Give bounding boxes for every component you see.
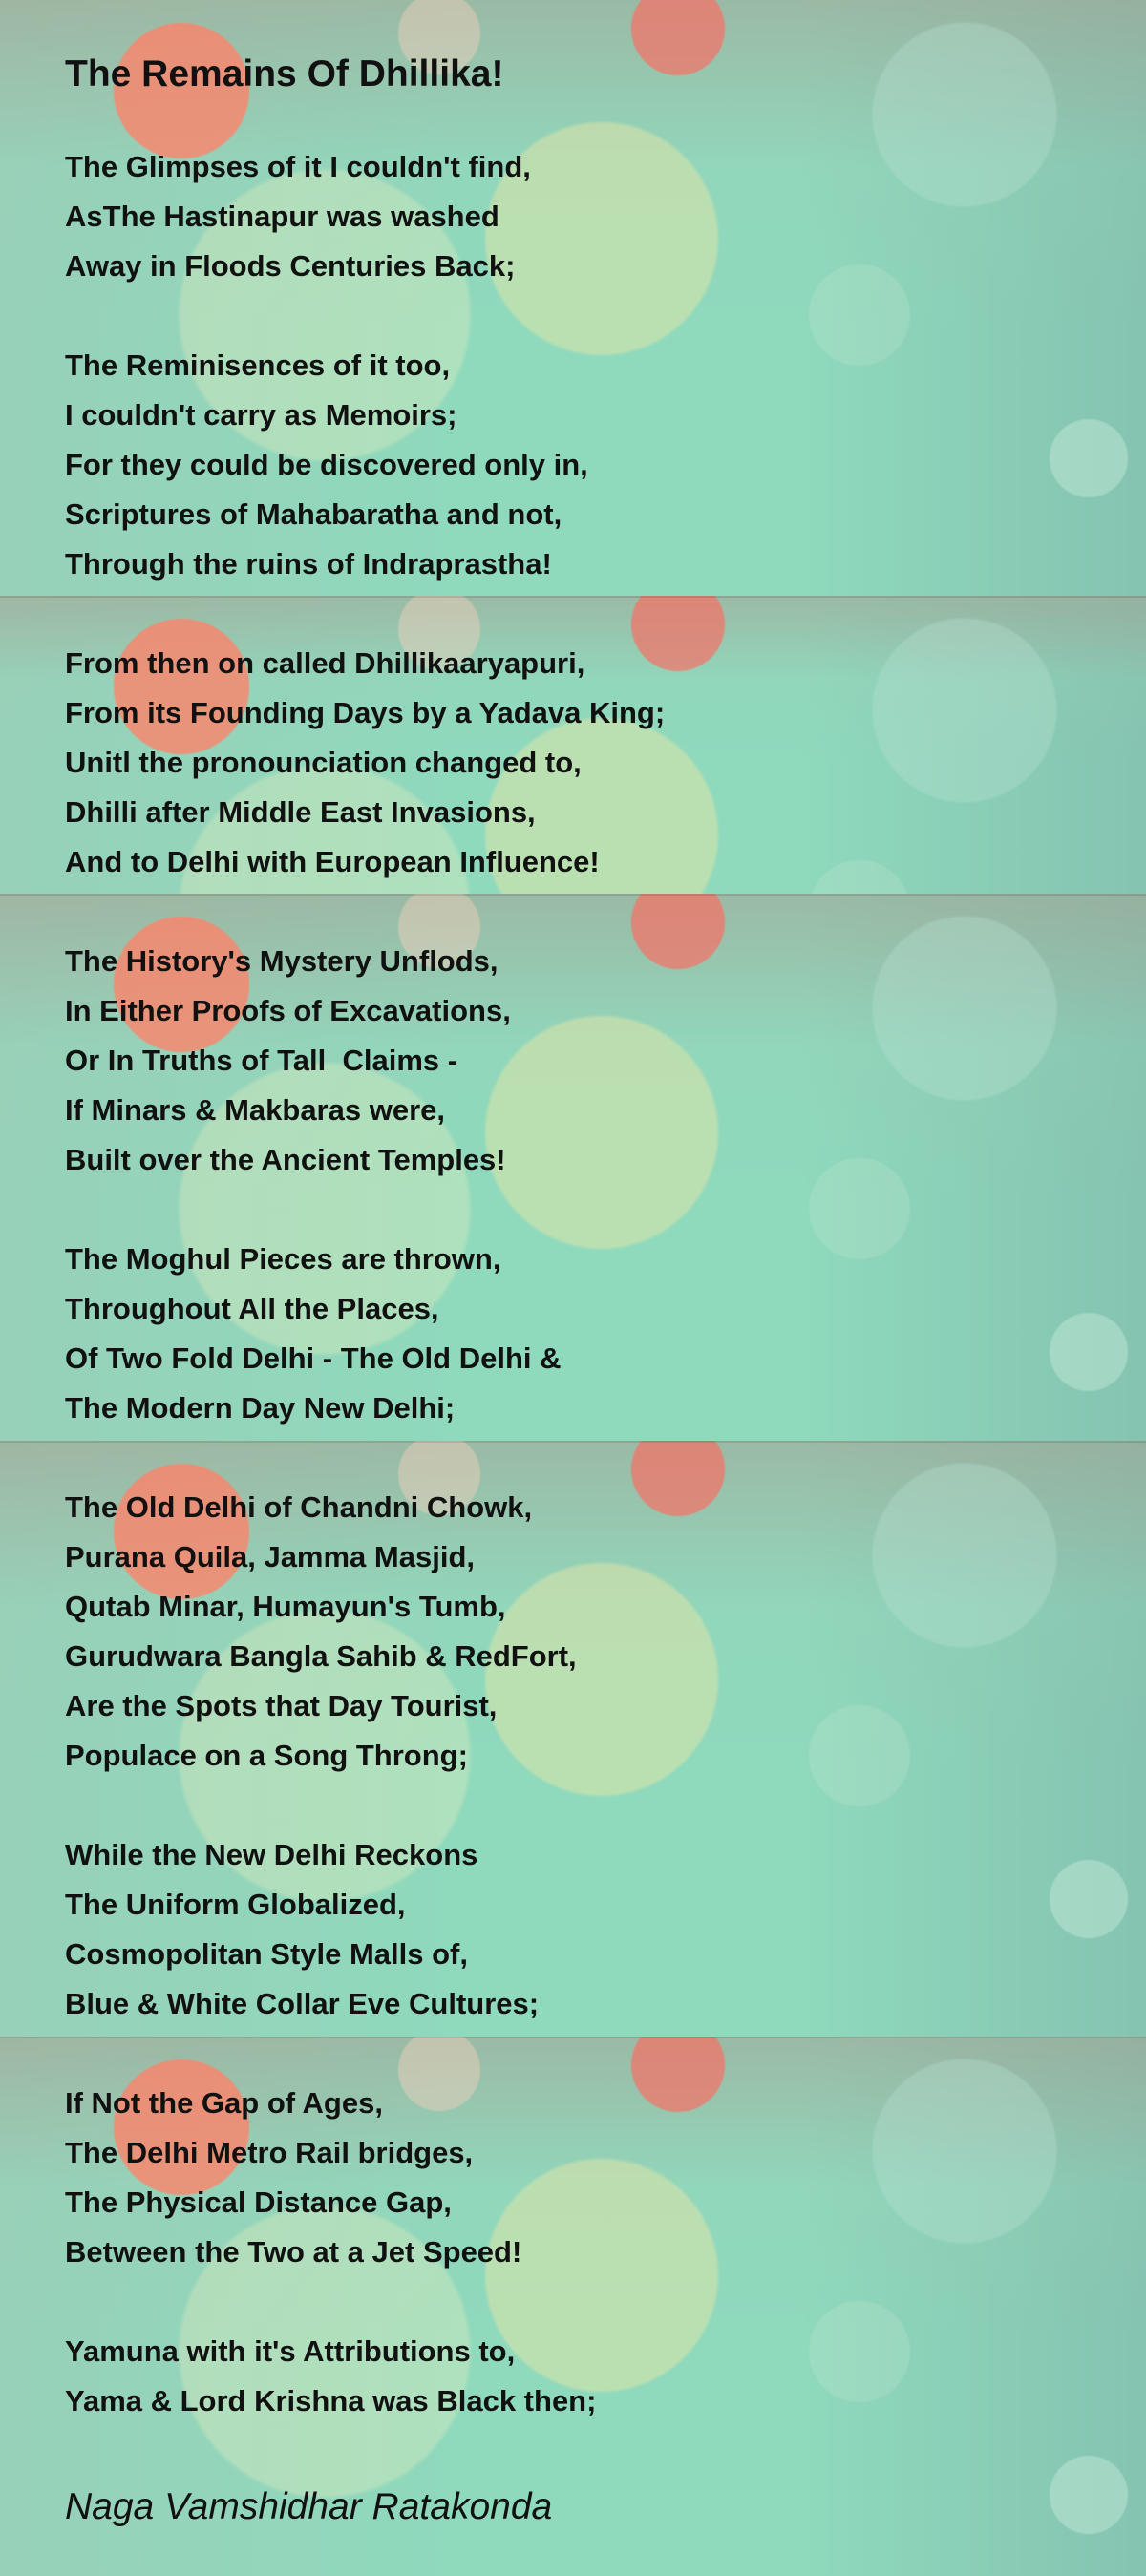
poem-line: I couldn't carry as Memoirs; <box>65 398 457 432</box>
poem-author: Naga Vamshidhar Ratakonda <box>65 2486 553 2527</box>
poem-line: Unitl the pronounciation changed to, <box>65 746 582 779</box>
poem-line: Purana Quila, Jamma Masjid, <box>65 1540 475 1573</box>
poem-line: And to Delhi with European Influence! <box>65 845 600 878</box>
poem-line: While the New Delhi Reckons <box>65 1838 478 1871</box>
poem-line: Away in Floods Centuries Back; <box>65 249 516 283</box>
poem-line: Gurudwara Bangla Sahib & RedFort, <box>65 1639 577 1673</box>
poem-line: Throughout All the Places, <box>65 1292 439 1325</box>
poem-line: Through the ruins of Indraprastha! <box>65 547 552 581</box>
poem-line: The Physical Distance Gap, <box>65 2185 452 2219</box>
poem-line: Or In Truths of Tall Claims - <box>65 1044 458 1077</box>
poem-line: The Uniform Globalized, <box>65 1888 406 1921</box>
poem-line: Populace on a Song Throng; <box>65 1739 468 1772</box>
poem-line: Built over the Ancient Temples! <box>65 1143 506 1176</box>
poem-line: The Old Delhi of Chandni Chowk, <box>65 1490 533 1524</box>
poem-line: Scriptures of Mahabaratha and not, <box>65 497 562 531</box>
poem-line: The Delhi Metro Rail bridges, <box>65 2136 474 2169</box>
poem-line: AsThe Hastinapur was washed <box>65 200 499 233</box>
poem-line: Yamuna with it's Attributions to, <box>65 2334 516 2368</box>
poem-line: Are the Spots that Day Tourist, <box>65 1689 498 1722</box>
poem-line: For they could be discovered only in, <box>65 448 588 481</box>
poem-line: In Either Proofs of Excavations, <box>65 994 511 1027</box>
poem-line: Dhilli after Middle East Invasions, <box>65 795 536 829</box>
poem-line: Yama & Lord Krishna was Black then; <box>65 2384 597 2418</box>
poem-line: If Minars & Makbaras were, <box>65 1093 445 1127</box>
poem-line: The Moghul Pieces are thrown, <box>65 1242 501 1276</box>
poem-line: From its Founding Days by a Yadava King; <box>65 696 666 729</box>
poem-line: Blue & White Collar Eve Cultures; <box>65 1987 540 2020</box>
poem-line: If Not the Gap of Ages, <box>65 2086 383 2120</box>
poem-line: The Glimpses of it I couldn't find, <box>65 150 531 183</box>
poem-title: The Remains Of Dhillika! <box>65 53 504 95</box>
poem-line: Between the Two at a Jet Speed! <box>65 2235 522 2269</box>
poem-line: Qutab Minar, Humayun's Tumb, <box>65 1590 506 1623</box>
poem-line: The Reminisences of it too, <box>65 348 451 382</box>
poem-line: Of Two Fold Delhi - The Old Delhi & <box>65 1341 562 1375</box>
poem-line: The Modern Day New Delhi; <box>65 1391 456 1425</box>
poem-line: From then on called Dhillikaaryapuri, <box>65 646 585 680</box>
poem-line: Cosmopolitan Style Malls of, <box>65 1937 468 1971</box>
poem-line: The History's Mystery Unflods, <box>65 944 499 978</box>
